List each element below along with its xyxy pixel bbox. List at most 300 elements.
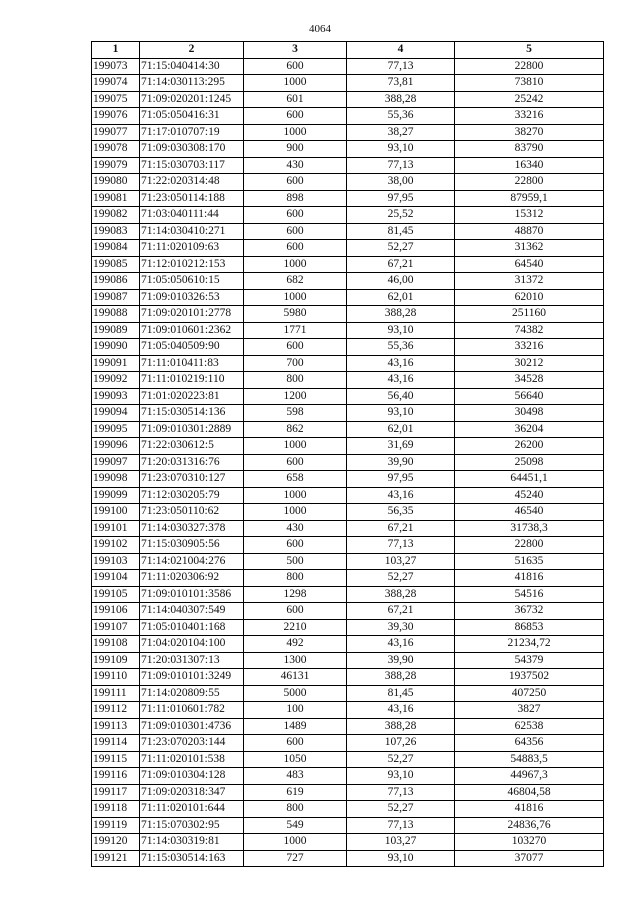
table-cell: 51635 — [455, 553, 604, 570]
table-row — [92, 322, 604, 339]
table-cell: 199118 — [92, 801, 140, 818]
table-cell: 30212 — [455, 355, 604, 372]
table-cell: 87959,1 — [455, 190, 604, 207]
table-cell: 36204 — [455, 421, 604, 438]
table-cell: 658 — [244, 471, 347, 488]
table-cell: 199111 — [92, 685, 140, 702]
table-cell: 83790 — [455, 141, 604, 158]
table-cell: 71:11:020101:538 — [140, 751, 244, 768]
table-cell: 199076 — [92, 108, 140, 125]
table-cell: 31362 — [455, 240, 604, 257]
table-cell: 1298 — [244, 586, 347, 603]
table-row — [92, 537, 604, 554]
table-cell: 71:12:030205:79 — [140, 487, 244, 504]
table-cell: 71:09:010301:2889 — [140, 421, 244, 438]
table-cell: 199091 — [92, 355, 140, 372]
table-cell: 199108 — [92, 636, 140, 653]
table-cell: 107,26 — [347, 735, 455, 752]
table-cell: 1000 — [244, 124, 347, 141]
table-cell: 1000 — [244, 438, 347, 455]
table-cell: 43,16 — [347, 355, 455, 372]
table-cell: 800 — [244, 801, 347, 818]
table-cell: 54883,5 — [455, 751, 604, 768]
table-cell: 601 — [244, 91, 347, 108]
table-cell: 199119 — [92, 817, 140, 834]
table-cell: 43,16 — [347, 487, 455, 504]
table-cell: 199113 — [92, 718, 140, 735]
table-cell: 388,28 — [347, 586, 455, 603]
table-cell: 64540 — [455, 256, 604, 273]
table-cell: 71:22:020314:48 — [140, 174, 244, 191]
table-cell: 199112 — [92, 702, 140, 719]
table-cell: 38,00 — [347, 174, 455, 191]
table-cell: 54379 — [455, 652, 604, 669]
table-cell: 31,69 — [347, 438, 455, 455]
table-cell: 52,27 — [347, 240, 455, 257]
table-row — [92, 834, 604, 851]
table-cell: 199085 — [92, 256, 140, 273]
table-cell: 1000 — [244, 487, 347, 504]
table-cell: 71:05:040509:90 — [140, 339, 244, 356]
table-cell: 77,13 — [347, 784, 455, 801]
table-cell: 600 — [244, 174, 347, 191]
table-cell: 71:09:010304:128 — [140, 768, 244, 785]
table-cell: 67,21 — [347, 520, 455, 537]
table-cell: 52,27 — [347, 751, 455, 768]
table-cell: 31738,3 — [455, 520, 604, 537]
column-header: 5 — [455, 42, 604, 59]
table-row — [92, 174, 604, 191]
table-cell: 199105 — [92, 586, 140, 603]
table-cell: 24836,76 — [455, 817, 604, 834]
table-cell: 56640 — [455, 388, 604, 405]
column-header: 1 — [92, 42, 140, 59]
table-cell: 71:11:020109:63 — [140, 240, 244, 257]
table-cell: 71:09:020318:347 — [140, 784, 244, 801]
table-cell: 103,27 — [347, 834, 455, 851]
table-cell: 600 — [244, 223, 347, 240]
table-cell: 898 — [244, 190, 347, 207]
table-cell: 727 — [244, 850, 347, 867]
table-cell: 71:15:030514:163 — [140, 850, 244, 867]
table-cell: 71:23:050110:62 — [140, 504, 244, 521]
table-row — [92, 768, 604, 785]
table-cell: 71:22:030612:5 — [140, 438, 244, 455]
table-cell: 22800 — [455, 174, 604, 191]
table-cell: 199090 — [92, 339, 140, 356]
table-cell: 407250 — [455, 685, 604, 702]
table-cell: 74382 — [455, 322, 604, 339]
table-cell: 55,36 — [347, 339, 455, 356]
table-cell: 199086 — [92, 273, 140, 290]
table-cell: 25098 — [455, 454, 604, 471]
table-cell: 199094 — [92, 405, 140, 422]
column-header: 3 — [244, 42, 347, 59]
table-cell: 25,52 — [347, 207, 455, 224]
table-cell: 55,36 — [347, 108, 455, 125]
table-row — [92, 619, 604, 636]
table-cell: 199083 — [92, 223, 140, 240]
table-cell: 199074 — [92, 75, 140, 92]
table-cell: 73810 — [455, 75, 604, 92]
table-cell: 492 — [244, 636, 347, 653]
table-cell: 199110 — [92, 669, 140, 686]
table-row — [92, 141, 604, 158]
table-row — [92, 421, 604, 438]
table-cell: 64451,1 — [455, 471, 604, 488]
table-cell: 1937502 — [455, 669, 604, 686]
table-cell: 43,16 — [347, 636, 455, 653]
table-cell: 5000 — [244, 685, 347, 702]
table-cell: 619 — [244, 784, 347, 801]
table-row — [92, 735, 604, 752]
table-cell: 81,45 — [347, 685, 455, 702]
table-cell: 100 — [244, 702, 347, 719]
table-row — [92, 454, 604, 471]
table-cell: 26200 — [455, 438, 604, 455]
table-cell: 71:09:010601:2362 — [140, 322, 244, 339]
table-cell: 199117 — [92, 784, 140, 801]
table-row — [92, 405, 604, 422]
table-cell: 71:05:050610:15 — [140, 273, 244, 290]
table-row — [92, 207, 604, 224]
table-cell: 199115 — [92, 751, 140, 768]
table-row — [92, 636, 604, 653]
table-row — [92, 504, 604, 521]
table-cell: 71:09:010101:3586 — [140, 586, 244, 603]
table-cell: 73,81 — [347, 75, 455, 92]
table-cell: 56,40 — [347, 388, 455, 405]
table-cell: 199087 — [92, 289, 140, 306]
table-cell: 71:14:040307:549 — [140, 603, 244, 620]
table-cell: 71:01:020223:81 — [140, 388, 244, 405]
table-row — [92, 520, 604, 537]
table-cell: 600 — [244, 537, 347, 554]
table-row — [92, 652, 604, 669]
table-cell: 41816 — [455, 570, 604, 587]
table-cell: 1000 — [244, 289, 347, 306]
table-cell: 46,00 — [347, 273, 455, 290]
table-row — [92, 58, 604, 75]
table-cell: 71:23:070203:144 — [140, 735, 244, 752]
table-row — [92, 273, 604, 290]
table-cell: 199081 — [92, 190, 140, 207]
table-cell: 62,01 — [347, 421, 455, 438]
table-cell: 199114 — [92, 735, 140, 752]
table-row — [92, 751, 604, 768]
table-row — [92, 91, 604, 108]
table-cell: 1200 — [244, 388, 347, 405]
table-cell: 62,01 — [347, 289, 455, 306]
table-cell: 67,21 — [347, 603, 455, 620]
table-cell: 22800 — [455, 537, 604, 554]
table-cell: 81,45 — [347, 223, 455, 240]
table-row — [92, 603, 604, 620]
table-cell: 598 — [244, 405, 347, 422]
table-cell: 71:03:040111:44 — [140, 207, 244, 224]
table-cell: 2210 — [244, 619, 347, 636]
table-cell: 199097 — [92, 454, 140, 471]
table-cell: 71:14:020809:55 — [140, 685, 244, 702]
table-cell: 77,13 — [347, 817, 455, 834]
table-cell: 199101 — [92, 520, 140, 537]
table-cell: 71:23:070310:127 — [140, 471, 244, 488]
table-cell: 67,21 — [347, 256, 455, 273]
table-cell: 33216 — [455, 108, 604, 125]
table-cell: 199120 — [92, 834, 140, 851]
table-cell: 430 — [244, 520, 347, 537]
table-cell: 71:15:030514:136 — [140, 405, 244, 422]
table-cell: 93,10 — [347, 405, 455, 422]
table-cell: 34528 — [455, 372, 604, 389]
table-cell: 388,28 — [347, 718, 455, 735]
table-cell: 43,16 — [347, 372, 455, 389]
table-cell: 45240 — [455, 487, 604, 504]
table-cell: 199095 — [92, 421, 140, 438]
table-cell: 77,13 — [347, 157, 455, 174]
table-row — [92, 801, 604, 818]
table-row — [92, 471, 604, 488]
table-cell: 1000 — [244, 834, 347, 851]
table-cell: 600 — [244, 108, 347, 125]
table-cell: 199099 — [92, 487, 140, 504]
table-cell: 71:15:040414:30 — [140, 58, 244, 75]
table-cell: 600 — [244, 207, 347, 224]
table-cell: 22800 — [455, 58, 604, 75]
table-cell: 39,90 — [347, 454, 455, 471]
table-cell: 62538 — [455, 718, 604, 735]
table-cell: 388,28 — [347, 91, 455, 108]
table-row — [92, 240, 604, 257]
table-cell: 71:09:030308:170 — [140, 141, 244, 158]
table-cell: 71:17:010707:19 — [140, 124, 244, 141]
table-cell: 1771 — [244, 322, 347, 339]
table-row — [92, 339, 604, 356]
table-cell: 600 — [244, 58, 347, 75]
table-row — [92, 108, 604, 125]
table-cell: 46804,58 — [455, 784, 604, 801]
table-row — [92, 487, 604, 504]
table-cell: 71:20:031307:13 — [140, 652, 244, 669]
data-table — [91, 41, 604, 867]
table-cell: 71:11:010411:83 — [140, 355, 244, 372]
table-cell: 71:09:020201:1245 — [140, 91, 244, 108]
table-cell: 388,28 — [347, 306, 455, 323]
table-cell: 199079 — [92, 157, 140, 174]
table-cell: 103,27 — [347, 553, 455, 570]
table-cell: 1300 — [244, 652, 347, 669]
table-cell: 31372 — [455, 273, 604, 290]
table-cell: 251160 — [455, 306, 604, 323]
table-row — [92, 372, 604, 389]
table-cell: 199121 — [92, 850, 140, 867]
table-cell: 199103 — [92, 553, 140, 570]
table-cell: 54516 — [455, 586, 604, 603]
table-cell: 97,95 — [347, 190, 455, 207]
table-cell: 199107 — [92, 619, 140, 636]
table-cell: 39,90 — [347, 652, 455, 669]
table-cell: 71:11:010219:110 — [140, 372, 244, 389]
table-cell: 682 — [244, 273, 347, 290]
table-cell: 48870 — [455, 223, 604, 240]
table-row — [92, 685, 604, 702]
table-cell: 93,10 — [347, 850, 455, 867]
table-cell: 199088 — [92, 306, 140, 323]
table-row — [92, 553, 604, 570]
table-cell: 71:11:020101:644 — [140, 801, 244, 818]
table-cell: 30498 — [455, 405, 604, 422]
table-row — [92, 817, 604, 834]
table-cell: 1000 — [244, 256, 347, 273]
table-cell: 93,10 — [347, 322, 455, 339]
table-cell: 62010 — [455, 289, 604, 306]
table-row — [92, 702, 604, 719]
table-cell: 86853 — [455, 619, 604, 636]
table-cell: 71:12:010212:153 — [140, 256, 244, 273]
table-cell: 71:14:021004:276 — [140, 553, 244, 570]
table-cell: 199096 — [92, 438, 140, 455]
table-cell: 56,35 — [347, 504, 455, 521]
table-cell: 388,28 — [347, 669, 455, 686]
table-cell: 71:14:030410:271 — [140, 223, 244, 240]
table-row — [92, 256, 604, 273]
table-row — [92, 669, 604, 686]
table-cell: 600 — [244, 339, 347, 356]
table-cell: 77,13 — [347, 58, 455, 75]
table-row — [92, 75, 604, 92]
table-cell: 862 — [244, 421, 347, 438]
header-row — [92, 42, 604, 59]
table-cell: 93,10 — [347, 141, 455, 158]
table-cell: 71:11:020306:92 — [140, 570, 244, 587]
table-cell: 3827 — [455, 702, 604, 719]
table-cell: 199104 — [92, 570, 140, 587]
table-cell: 43,16 — [347, 702, 455, 719]
table-cell: 97,95 — [347, 471, 455, 488]
page-number: 4064 — [309, 23, 331, 35]
table-cell: 37077 — [455, 850, 604, 867]
table-cell: 199106 — [92, 603, 140, 620]
table-cell: 71:14:030327:378 — [140, 520, 244, 537]
table-cell: 52,27 — [347, 570, 455, 587]
table-cell: 199098 — [92, 471, 140, 488]
table-cell: 1489 — [244, 718, 347, 735]
table-cell: 199084 — [92, 240, 140, 257]
table-cell: 900 — [244, 141, 347, 158]
table-cell: 71:04:020104:100 — [140, 636, 244, 653]
table-cell: 71:09:010326:53 — [140, 289, 244, 306]
table-cell: 199089 — [92, 322, 140, 339]
table-row — [92, 586, 604, 603]
table-cell: 77,13 — [347, 537, 455, 554]
table-cell: 71:15:030703:117 — [140, 157, 244, 174]
table-cell: 71:15:030905:56 — [140, 537, 244, 554]
table-cell: 700 — [244, 355, 347, 372]
table-cell: 71:09:010301:4736 — [140, 718, 244, 735]
table-cell: 600 — [244, 454, 347, 471]
table-cell: 71:09:010101:3249 — [140, 669, 244, 686]
table-cell: 199078 — [92, 141, 140, 158]
table-row — [92, 306, 604, 323]
table-row — [92, 570, 604, 587]
table-cell: 71:20:031316:76 — [140, 454, 244, 471]
table-row — [92, 289, 604, 306]
table-body — [92, 58, 604, 867]
table-cell: 500 — [244, 553, 347, 570]
table-cell: 199092 — [92, 372, 140, 389]
column-header: 2 — [140, 42, 244, 59]
table-cell: 430 — [244, 157, 347, 174]
table-cell: 800 — [244, 372, 347, 389]
table-row — [92, 388, 604, 405]
table-cell: 199102 — [92, 537, 140, 554]
table-cell: 38,27 — [347, 124, 455, 141]
table-cell: 199100 — [92, 504, 140, 521]
table-cell: 1000 — [244, 75, 347, 92]
column-header: 4 — [347, 42, 455, 59]
table-row — [92, 223, 604, 240]
table-cell: 199082 — [92, 207, 140, 224]
table-cell: 549 — [244, 817, 347, 834]
table-cell: 483 — [244, 768, 347, 785]
table-cell: 600 — [244, 735, 347, 752]
table-row — [92, 190, 604, 207]
table-cell: 64356 — [455, 735, 604, 752]
table-row — [92, 355, 604, 372]
table-cell: 36732 — [455, 603, 604, 620]
table-cell: 71:14:030319:81 — [140, 834, 244, 851]
table-cell: 71:11:010601:782 — [140, 702, 244, 719]
table-cell: 199077 — [92, 124, 140, 141]
table-cell: 41816 — [455, 801, 604, 818]
table-header — [92, 42, 604, 59]
table-cell: 199116 — [92, 768, 140, 785]
table-cell: 71:23:050114:188 — [140, 190, 244, 207]
table-cell: 46540 — [455, 504, 604, 521]
table-row — [92, 157, 604, 174]
table-cell: 800 — [244, 570, 347, 587]
table-cell: 71:05:050416:31 — [140, 108, 244, 125]
table-cell: 5980 — [244, 306, 347, 323]
table-row — [92, 124, 604, 141]
table-cell: 15312 — [455, 207, 604, 224]
table-cell: 38270 — [455, 124, 604, 141]
table-cell: 33216 — [455, 339, 604, 356]
table-cell: 600 — [244, 603, 347, 620]
table-cell: 71:09:020101:2778 — [140, 306, 244, 323]
table-cell: 103270 — [455, 834, 604, 851]
table-row — [92, 718, 604, 735]
table-row — [92, 784, 604, 801]
table-cell: 600 — [244, 240, 347, 257]
table-cell: 71:05:010401:168 — [140, 619, 244, 636]
table-cell: 93,10 — [347, 768, 455, 785]
table-row — [92, 850, 604, 867]
table-cell: 199109 — [92, 652, 140, 669]
table-cell: 46131 — [244, 669, 347, 686]
table-cell: 16340 — [455, 157, 604, 174]
table-cell: 199093 — [92, 388, 140, 405]
table-row — [92, 438, 604, 455]
table-cell: 199073 — [92, 58, 140, 75]
table-cell: 199080 — [92, 174, 140, 191]
table-cell: 39,30 — [347, 619, 455, 636]
table-cell: 71:15:070302:95 — [140, 817, 244, 834]
table-cell: 199075 — [92, 91, 140, 108]
table-cell: 1050 — [244, 751, 347, 768]
table-cell: 21234,72 — [455, 636, 604, 653]
table-cell: 71:14:030113:295 — [140, 75, 244, 92]
